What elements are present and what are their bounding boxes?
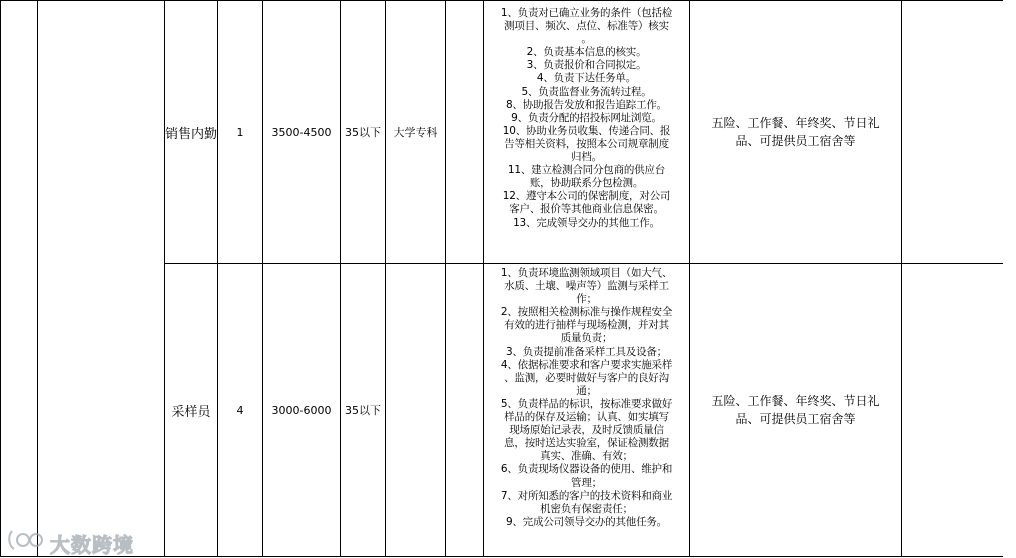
duty-line: 息，按时送达实验室，保证检测数据	[504, 437, 669, 450]
duty-line: 机密负有保密责任；	[540, 502, 633, 515]
duty-line: 13、完成领导交办的其他工作。	[513, 216, 660, 229]
duty-line: 作；	[576, 293, 597, 306]
duty-line: 告等相关资料，按照本公司规章制度	[504, 137, 669, 150]
duty-line: 。	[581, 33, 592, 46]
duty-line: 8、协助报告发放和报告追踪工作。	[506, 98, 667, 111]
watermark-text: 大数跨境	[50, 533, 134, 557]
duty-line: 5、负责监督业务流转过程。	[521, 85, 652, 98]
duty-line: 12、遵守本公司的保密制度，对公司	[502, 190, 671, 203]
duties-cell[interactable]	[484, 1, 690, 264]
benefits-cell[interactable]	[690, 264, 902, 557]
duty-line: 7、对所知悉的客户的技术资料和商业	[500, 489, 673, 502]
duty-line: 有效的进行抽样与现场检测，并对其	[504, 319, 669, 332]
duty-line: 客户、报价等其他商业信息保密。	[509, 203, 664, 216]
duty-line: 2、按照相关检测标准与操作规程安全	[500, 306, 673, 319]
duty-line: 1、负责环境监测领域项目（如大气、	[500, 267, 673, 279]
duty-line: 现场原始记录表，及时反馈质量信	[509, 424, 664, 437]
duty-line: 真实、准确、有效；	[540, 450, 633, 463]
salary-cell[interactable]: 3000-6000	[263, 264, 341, 557]
duty-line: 测项目、频次、点位、标准等）核实	[504, 20, 669, 33]
right-gutter	[1003, 0, 1016, 557]
position-cell[interactable]: 销售内勤	[165, 1, 218, 264]
duty-line: 质量负责；	[560, 332, 613, 345]
benefits-line: 品、可提供员工宿舍等	[735, 134, 856, 148]
duty-line: 水质、土壤、噪声等）监测与采样工	[504, 280, 669, 293]
duty-line: 1、负责对已确立业务的条件（包括检	[500, 7, 673, 19]
merged-blank-cell[interactable]	[38, 1, 165, 557]
position-cell[interactable]: 采样员	[165, 264, 218, 557]
education-cell[interactable]	[386, 264, 446, 557]
duty-line: 10、协助业务员收集、传递合同、报	[502, 124, 671, 137]
age-cell[interactable]: 35以下	[341, 1, 386, 264]
watermark-logo-icon	[6, 527, 46, 553]
blank-cell[interactable]	[446, 264, 484, 557]
duty-line: 3、负责提前准备采样工具及设备；	[506, 345, 667, 358]
age-cell[interactable]: 35以下	[341, 264, 386, 557]
count-cell[interactable]: 4	[218, 264, 263, 557]
count-cell[interactable]: 1	[218, 1, 263, 264]
duty-line: 管理；	[571, 476, 602, 489]
table-row	[1, 1, 1004, 264]
benefits-line: 品、可提供员工宿舍等	[735, 412, 856, 426]
duty-line: 4、依据标准要求和客户要求实施采样	[500, 358, 673, 371]
duty-line: 通；	[576, 384, 597, 397]
salary-cell[interactable]: 3500-4500	[263, 1, 341, 264]
duty-line: 5、负责样品的标识，按标准要求做好	[500, 397, 673, 410]
benefits-line: 五险、工作餐、年终奖、节日礼	[711, 116, 880, 130]
duty-line: 11、建立检测合同分包商的供应台	[507, 164, 666, 177]
duty-line: 2、负责基本信息的核实。	[526, 46, 647, 59]
benefits-cell[interactable]	[690, 1, 902, 264]
duty-line: 4、负责下达任务单。	[536, 72, 637, 85]
duty-line: 、监测，必要时做好与客户的良好沟	[504, 371, 669, 384]
duty-line: 9、负责分配的招投标网址浏览。	[511, 111, 662, 124]
duty-line: 账，协助联系分包检测。	[529, 177, 644, 190]
blank-cell[interactable]	[902, 264, 1004, 557]
blank-cell[interactable]	[446, 1, 484, 264]
duty-line: 9、完成公司领导交办的其他任务。	[506, 515, 667, 528]
duty-line: 3、负责报价和合同拟定。	[526, 59, 647, 72]
duty-line: 6、负责现场仪器设备的使用、维护和	[500, 463, 673, 476]
left-margin-cell[interactable]	[1, 1, 38, 557]
blank-cell[interactable]	[902, 1, 1004, 264]
education-cell[interactable]: 大学专科	[386, 1, 446, 264]
benefits-line: 五险、工作餐、年终奖、节日礼	[711, 394, 880, 408]
duty-line: 归档。	[571, 151, 602, 164]
watermark	[6, 525, 156, 555]
duties-cell[interactable]	[484, 264, 690, 557]
duty-line: 样品的保存及运输；认真、如实填写	[504, 411, 669, 424]
